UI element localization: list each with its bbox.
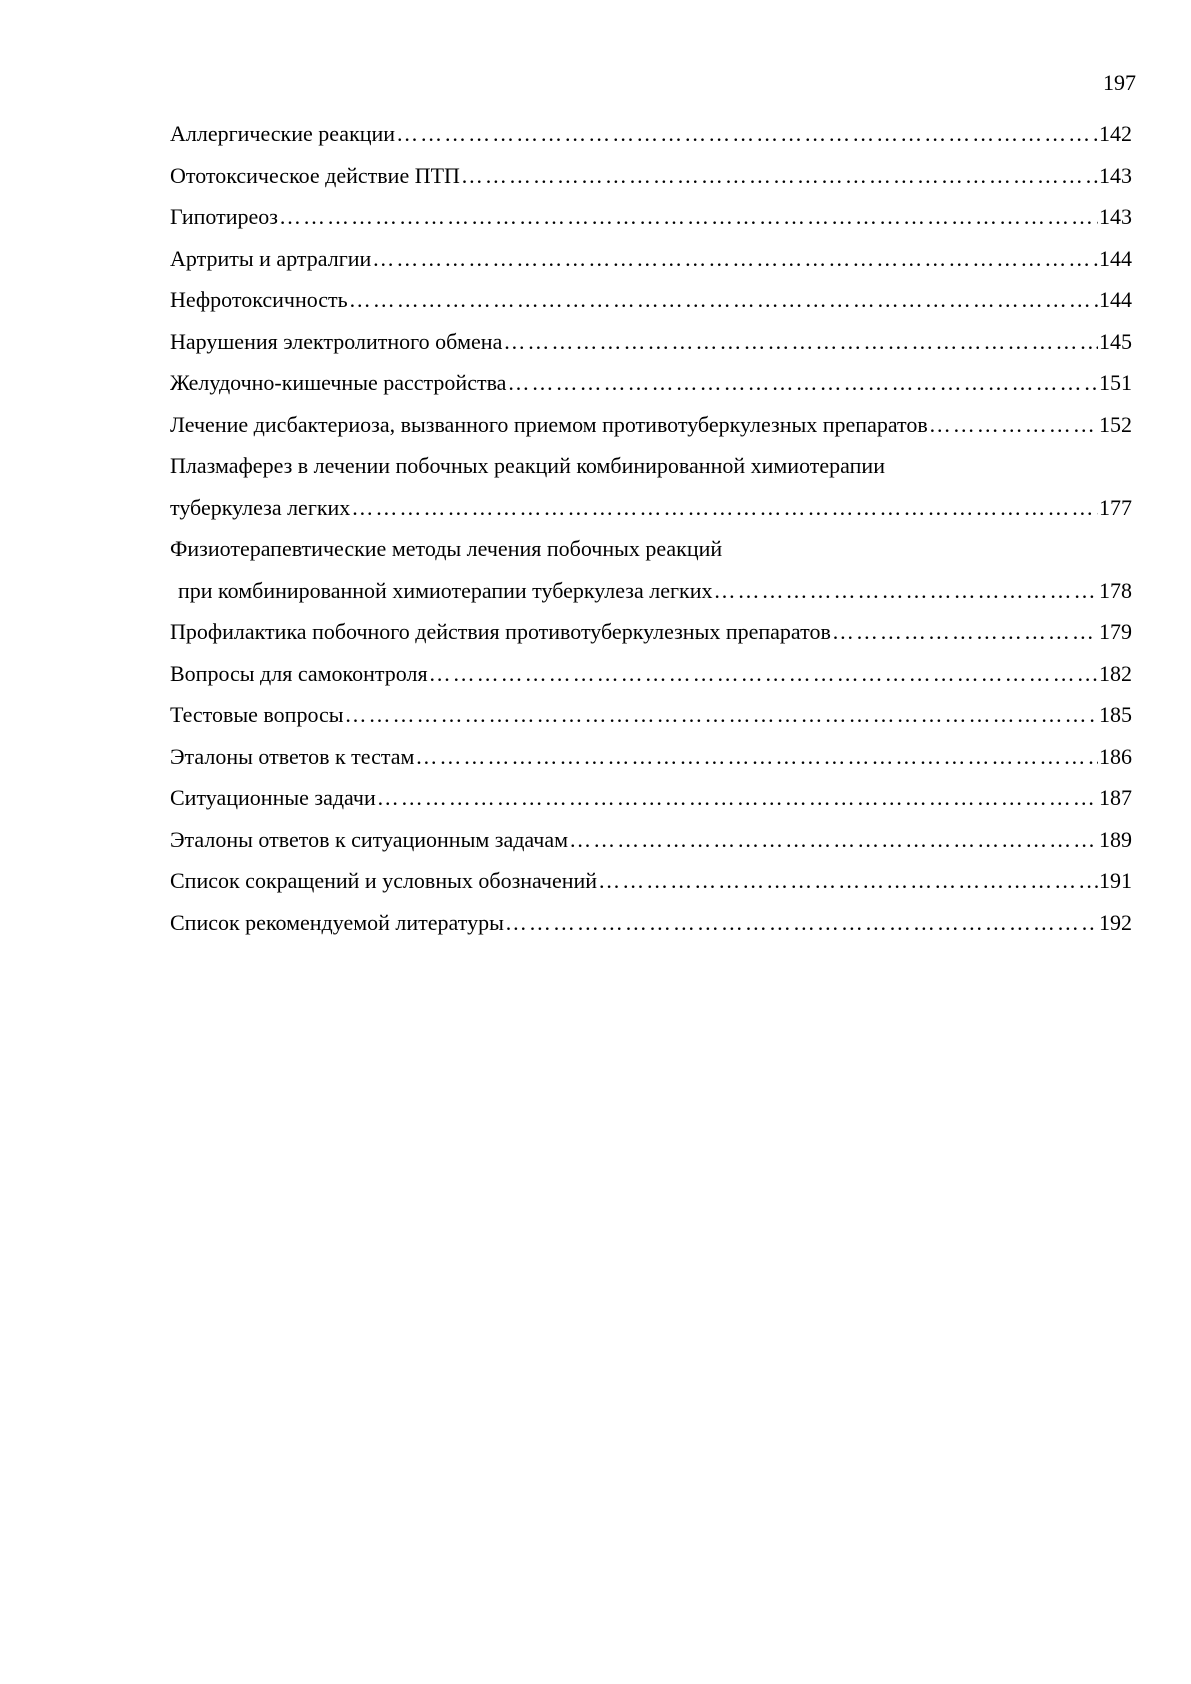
- toc-entry-allergic-reactions[interactable]: [170, 113, 1132, 155]
- toc-entry-title: Список сокращений и условных обозначений: [170, 868, 598, 893]
- dot-leader: [345, 694, 1098, 736]
- dot-leader: [505, 902, 1098, 944]
- toc-entry-physiotherapy-line2[interactable]: [170, 570, 1132, 612]
- toc-entry-title: Ситуационные задачи: [170, 785, 376, 810]
- toc-entry-page: 186: [1099, 743, 1132, 769]
- toc-entry-page: 185: [1099, 702, 1132, 727]
- toc-entry-electrolyte-disorders[interactable]: [170, 321, 1132, 363]
- toc-entry-situational-tasks[interactable]: [170, 777, 1132, 819]
- toc-entry-abbreviations[interactable]: [170, 860, 1132, 902]
- toc-entry-title: при комбинированной химиотерапии туберкулеза легких: [178, 577, 713, 603]
- toc-entry-physiotherapy-line1[interactable]: [170, 528, 1132, 570]
- toc-entry-nephrotoxicity[interactable]: [170, 279, 1132, 321]
- toc-entry-page: 152: [1099, 411, 1132, 437]
- toc-entry-title: Желудочно-кишечные расстройства: [170, 370, 507, 395]
- toc-entry-title: Лечение дисбактериоза, вызванного приемом противотуберкулезных препаратов: [170, 411, 928, 437]
- toc-entry-title: Вопросы для самоконтроля: [170, 660, 428, 686]
- dot-leader: [598, 860, 1098, 902]
- toc-entry-title: Нефротоксичность: [170, 287, 348, 312]
- toc-entry-page: 191: [1099, 868, 1132, 893]
- toc-entry-title: туберкулеза легких: [170, 494, 351, 520]
- toc-entry-title: Эталоны ответов к тестам: [170, 743, 415, 769]
- toc-entry-title: Артриты и артралгии: [170, 245, 372, 271]
- dot-leader: [396, 113, 1098, 155]
- table-of-contents: [170, 113, 1132, 943]
- toc-entry-title: Аллергические реакции: [170, 121, 396, 146]
- dot-leader: [279, 196, 1098, 238]
- toc-entry-test-answers[interactable]: [170, 736, 1132, 778]
- toc-entry-arthritis[interactable]: [170, 238, 1132, 280]
- dot-leader: [713, 570, 1098, 612]
- toc-entry-test-questions[interactable]: [170, 694, 1132, 736]
- toc-entry-page: 142: [1099, 121, 1132, 146]
- dot-leader: [507, 362, 1098, 404]
- toc-entry-title: Нарушения электролитного обмена: [170, 328, 503, 354]
- dot-leader: [429, 653, 1098, 695]
- toc-entry-page: 143: [1099, 162, 1132, 188]
- toc-entry-prevention[interactable]: [170, 611, 1132, 653]
- dot-leader: [377, 777, 1098, 819]
- toc-entry-title: Профилактика побочного действия противотуберкулезных препаратов: [170, 619, 831, 644]
- toc-entry-page: 182: [1099, 660, 1132, 686]
- toc-entry-title: Гипотиреоз: [170, 204, 278, 229]
- toc-entry-situational-answers[interactable]: [170, 819, 1132, 861]
- toc-entry-title: Физиотерапевтические методы лечения побочных реакций: [170, 536, 723, 561]
- toc-entry-page: 144: [1099, 287, 1132, 312]
- toc-entry-page: 144: [1099, 245, 1132, 271]
- toc-entry-page: 178: [1099, 577, 1132, 603]
- toc-entry-dysbacteriosis-treatment[interactable]: [170, 404, 1132, 446]
- toc-entry-hypothyroidism[interactable]: [170, 196, 1132, 238]
- toc-entry-page: 145: [1099, 328, 1132, 354]
- dot-leader: [415, 736, 1098, 778]
- toc-entry-page: 151: [1099, 370, 1132, 395]
- toc-entry-page: 143: [1099, 204, 1132, 229]
- dot-leader: [503, 321, 1098, 363]
- toc-entry-title: Список рекомендуемой литературы: [170, 909, 504, 935]
- dot-leader: [832, 611, 1098, 653]
- page-number: 197: [1103, 70, 1136, 95]
- toc-entry-page: 189: [1099, 826, 1132, 852]
- toc-entry-page: 187: [1099, 785, 1132, 810]
- toc-entry-title: Плазмаферез в лечении побочных реакций комбинированной химиотерапии: [170, 453, 885, 478]
- dot-leader: [569, 819, 1098, 861]
- toc-entry-ototoxic-action[interactable]: [170, 155, 1132, 197]
- toc-entry-page: 192: [1099, 909, 1132, 935]
- dot-leader: [929, 404, 1098, 446]
- toc-entry-page: 177: [1099, 494, 1132, 520]
- toc-entry-page: 179: [1099, 619, 1132, 644]
- dot-leader: [351, 487, 1098, 529]
- toc-entry-recommended-literature[interactable]: [170, 902, 1132, 944]
- toc-entry-plasmapheresis-line1[interactable]: [170, 445, 1132, 487]
- toc-entry-title: Тестовые вопросы: [170, 702, 344, 727]
- toc-entry-gastrointestinal-disorders[interactable]: [170, 362, 1132, 404]
- toc-entry-self-control-questions[interactable]: [170, 653, 1132, 695]
- dot-leader: [461, 155, 1098, 197]
- toc-entry-title: Ототоксическое действие ПТП: [170, 162, 460, 188]
- dot-leader: [349, 279, 1098, 321]
- toc-entry-title: Эталоны ответов к ситуационным задачам: [170, 826, 569, 852]
- dot-leader: [372, 238, 1098, 280]
- toc-entry-plasmapheresis-line2[interactable]: [170, 487, 1132, 529]
